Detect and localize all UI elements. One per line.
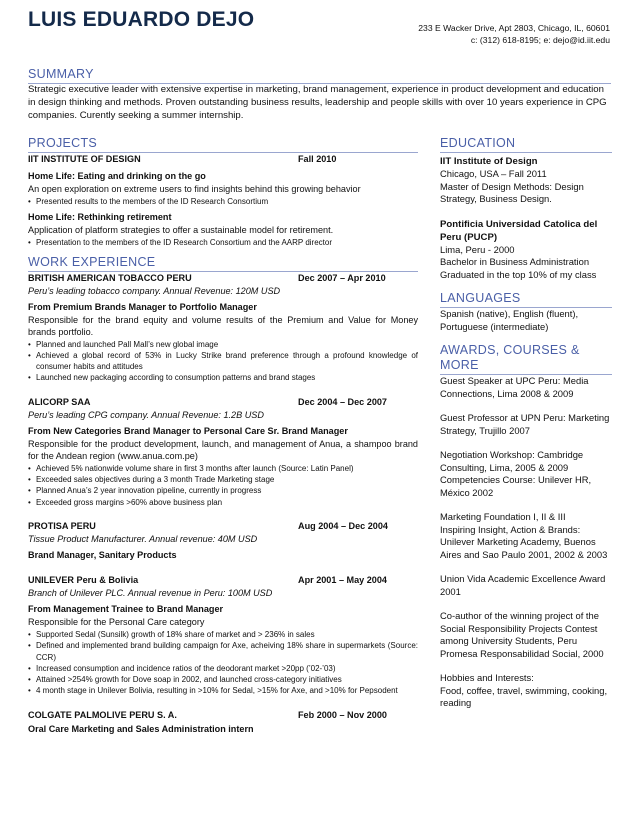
award-item: Marketing Foundation I, II & III Inspiring Insight, Action & Brands: Unilever Marketing Academy, Buenos Aires and Sao Paulo 2001, 2002 & 2003 <box>440 511 608 560</box>
jobs-list <box>28 272 418 736</box>
school-line: Bachelor in Business Administration <box>440 256 590 267</box>
project-bullets <box>28 196 418 207</box>
summary-text: Strategic executive leader with extensive expertise in marketing, brand management, experience in product development and education in design thinking and methods. Proven outstanding business results, leadership and people skills with over 10 years experience in CPG companies. Curently seeking a summer internship. <box>28 84 607 121</box>
job-header <box>28 520 418 533</box>
bullet-item: • Attained >254% growth for Dove soap in 2002, and launched cross-category initiatives <box>28 674 418 685</box>
job-date: Aug 2004 – Dec 2004 <box>298 520 388 531</box>
school-name: Pontificia Universidad Catolica del Peru (PUCP) <box>440 218 598 243</box>
project-desc: An open exploration on extreme users to find insights behind this growing behavior <box>28 184 361 194</box>
awards-heading: AWARDS, COURSES & MORE <box>440 343 612 375</box>
job-header <box>28 709 418 722</box>
awards-list <box>440 375 612 710</box>
job-entry <box>28 520 418 562</box>
summary-heading: SUMMARY <box>28 67 611 84</box>
school-entry <box>440 218 612 282</box>
bullet-item: • Planned and launched Pall Mall’s new global image <box>28 339 418 350</box>
job-desc: Responsible for the Personal Care category <box>28 616 205 627</box>
left-column <box>28 136 418 736</box>
award-item: Negotiation Workshop: Cambridge Consulting, Lima, 2005 & 2009 Competencies Course: Unilever HR, México 2002 <box>440 449 592 498</box>
job-role: From New Categories Brand Manager to Personal Care Sr. Brand Manager <box>28 425 348 436</box>
job-bullets <box>28 629 418 697</box>
project-desc: Application of platform strategies to offer a sustainable model for retirement. <box>28 225 334 236</box>
contact-info <box>418 22 610 46</box>
award-item: Guest Professor at UPN Peru: Marketing Strategy, Trujillo 2007 <box>440 412 610 436</box>
job-company: COLGATE PALMOLIVE PERU S. A. <box>28 709 177 720</box>
education-heading: EDUCATION <box>440 136 612 153</box>
job-bullets <box>28 339 418 384</box>
bullet-item: • Exceeded gross margins >60% above business plan <box>28 497 418 508</box>
award-item: Co-author of the winning project of the Social Responsibility Projects Contest among University Students, Peru Promesa Responsabilidad Social, 2000 <box>440 610 604 659</box>
bullet-item: • Increased consumption and incidence ratios of the deodorant market >20pp (’02-’03) <box>28 663 418 674</box>
bullet-item: • Exceeded sales objectives during a 3 month Trade Marketing stage <box>28 474 418 485</box>
job-date: Dec 2004 – Dec 2007 <box>298 396 387 407</box>
award-item: Union Vida Academic Excellence Award 2001 <box>440 573 606 597</box>
school-line: Master of Design Methods: Design Strategy, Business Design. <box>440 180 584 204</box>
job-company: ALICORP SAA <box>28 396 91 407</box>
school-line: Chicago, USA – Fall 2011 <box>440 168 547 179</box>
job-role: Brand Manager, Sanitary Products <box>28 549 177 560</box>
school-line: Lima, Peru - 2000 <box>440 243 515 255</box>
resume-header <box>28 8 610 64</box>
job-desc: Responsible for the brand equity and volume results of the Premium and Value for Money brands portfolio. <box>28 314 418 337</box>
bullet-item: • Achieved 5% nationwide volume share in first 3 months after launch (Source: Latin Panel) <box>28 463 418 474</box>
right-column <box>440 136 612 710</box>
award-item: Guest Speaker at UPC Peru: Media Connections, Lima 2008 & 2009 <box>440 375 589 399</box>
project-org-row <box>28 153 418 166</box>
job-role: Oral Care Marketing and Sales Administration intern <box>28 723 254 734</box>
candidate-name: LUIS EDUARDO DEJO <box>28 8 255 31</box>
job-entry <box>28 574 418 697</box>
job-header <box>28 574 418 587</box>
bullet-item: • Planned Anua’s 2 year innovation pipeline, currently in progress <box>28 485 418 496</box>
project-name: Home Life: Eating and drinking on the go <box>28 171 206 181</box>
bullet-item: • 4 month stage in Unilever Bolivia, resulting in >10% for Sedal, >15% for Axe, and >10% for Pepsodent <box>28 685 418 696</box>
school-name: IIT Institute of Design <box>440 156 538 167</box>
bullet-item: • Launched new packaging according to consumption patterns and brand stages <box>28 372 418 383</box>
projects-heading: PROJECTS <box>28 136 418 153</box>
job-date: Feb 2000 – Nov 2000 <box>298 709 387 720</box>
bullet-item: • Achieved a global record of 53% in Lucky Strike brand preference through a profound knowledge of consumer habits and attitudes <box>28 350 418 373</box>
bullet-item: • Supported Sedal (Sunsilk) growth of 18% share of market and > 236% in sales <box>28 629 418 640</box>
school-entry <box>440 155 612 206</box>
projects-list <box>28 170 418 249</box>
job-role: From Premium Brands Manager to Portfolio Manager <box>28 301 257 312</box>
job-entry <box>28 272 418 384</box>
address: 233 E Wacker Drive, Apt 2803, Chicago, IL, 60601 <box>418 23 610 33</box>
bullet-item: • Presented results to the members of the ID Research Consortium <box>28 196 418 207</box>
job-date: Dec 2007 – Apr 2010 <box>298 272 386 283</box>
job-company: UNILEVER Peru & Bolivia <box>28 574 139 585</box>
project-date: Fall 2010 <box>298 154 337 164</box>
job-entry <box>28 396 418 508</box>
job-date: Apr 2001 – May 2004 <box>298 574 387 585</box>
job-subtitle: Peru’s leading tobacco company. Annual Revenue: 120M USD <box>28 285 281 296</box>
project-bullets <box>28 237 418 248</box>
phone-email: c: (312) 618-8195; e: dejo@id.iit.edu <box>470 35 610 45</box>
job-desc: Responsible for the product development, launch, and management of Anua, a shampoo brand for the Andean region (www.anua.com.pe) <box>28 438 418 461</box>
job-company: PROTISA PERU <box>28 520 96 531</box>
schools-list <box>440 155 612 281</box>
languages-heading: LANGUAGES <box>440 291 612 308</box>
job-subtitle: Peru’s leading CPG company. Annual Revenue: 1.2B USD <box>28 409 264 420</box>
languages-text: Spanish (native), English (fluent), Portuguese (intermediate) <box>440 308 579 332</box>
job-role: From Management Trainee to Brand Manager <box>28 603 224 614</box>
job-company: BRITISH AMERICAN TOBACCO PERU <box>28 272 192 283</box>
job-entry <box>28 709 418 736</box>
job-subtitle: Branch of Unilever PLC. Annual revenue in Peru: 100M USD <box>28 587 273 598</box>
job-bullets <box>28 463 418 508</box>
job-header <box>28 272 418 285</box>
school-line: Graduated in the top 10% of my class <box>440 268 597 280</box>
award-item: Hobbies and Interests: Food, coffee, travel, swimming, cooking, reading <box>440 672 608 708</box>
bullet-item: • Defined and implemented brand building campaign for Axe, acheiving 18% share in supermarkets (Source: CCR) <box>28 640 418 663</box>
project-org: IIT INSTITUTE OF DESIGN <box>28 154 141 164</box>
job-subtitle: Tissue Product Manufacturer. Annual revenue: 40M USD <box>28 533 258 544</box>
bullet-item: • Presentation to the members of the ID Research Consortium and the AARP director <box>28 237 418 248</box>
work-heading: WORK EXPERIENCE <box>28 255 418 272</box>
project-name: Home Life: Rethinking retirement <box>28 212 172 223</box>
job-header <box>28 396 418 409</box>
